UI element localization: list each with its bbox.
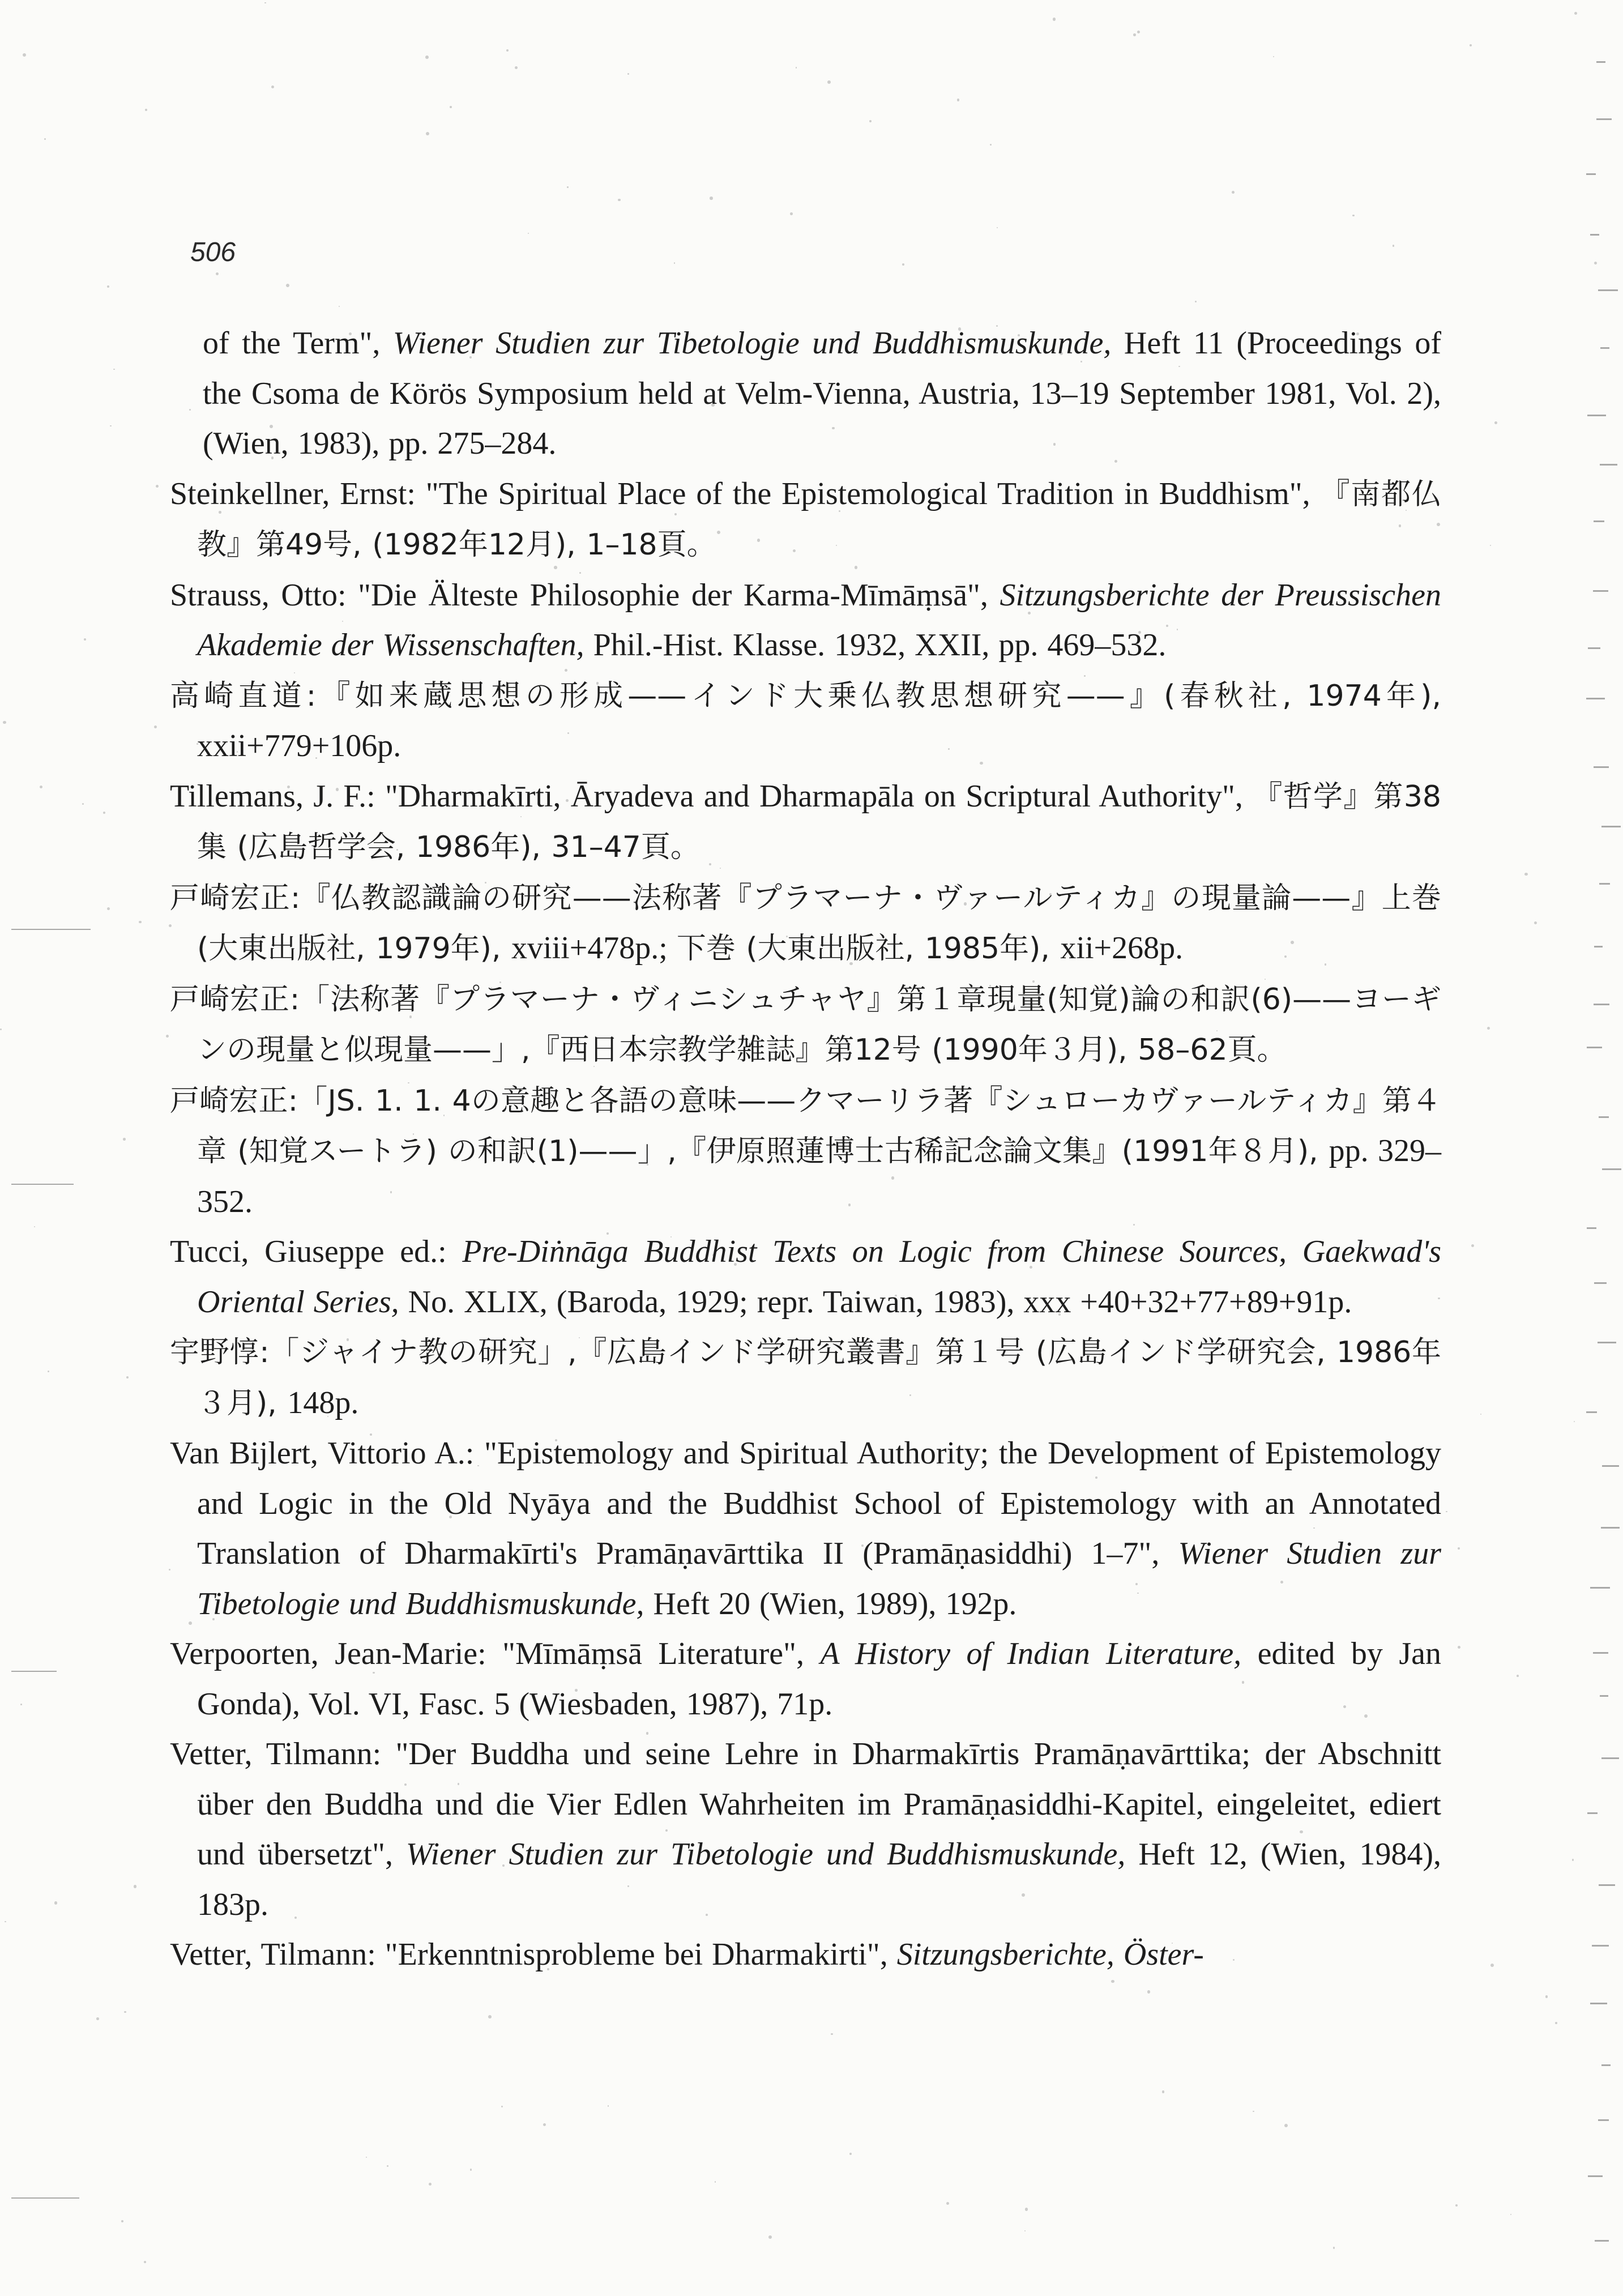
scan-speck	[110, 425, 111, 426]
bibliography-entry	[170, 1076, 1441, 1227]
scan-edge-mark	[1594, 766, 1609, 768]
scan-speck	[1352, 215, 1355, 217]
journal-title: Wiener Studien zur Tibetologie und Buddhismuskunde,	[405, 1837, 1126, 1872]
scan-edge-mark	[11, 2197, 79, 2199]
scan-edge-mark	[1590, 2003, 1607, 2004]
scan-speck	[990, 144, 992, 146]
entry-text-japanese: 『南都仏教』第49号, (1982年12月), 1–18頁。	[197, 477, 1441, 562]
scan-speck	[869, 120, 872, 122]
entry-text-japanese: 戸崎宏正:「JS. 1. 1. 4の意趣と各語の意味——クマーリラ著『シュローカヴァールティカ』第４章 (知覚スートラ) の和訳(1)——」,『伊原照蓮博士古稀記念論文集』(1991年８月),	[170, 1083, 1441, 1168]
scan-speck	[387, 2165, 388, 2167]
scan-speck	[1455, 2204, 1458, 2207]
entry-text: Verpoorten, Jean-Marie: "Mīmāṃsā Literature",	[170, 1636, 821, 1671]
scan-speck	[1053, 18, 1056, 20]
bibliography-entry	[170, 318, 1441, 469]
scan-speck	[144, 2261, 146, 2263]
bibliography-entry	[170, 974, 1441, 1076]
scan-speck	[1273, 56, 1274, 57]
scan-speck	[1517, 1675, 1519, 1677]
entry-text: of the Term",	[203, 326, 393, 361]
scan-speck	[339, 306, 340, 307]
entry-text: Strauss, Otto: "Die Älteste Philosophie der Karma-Mīmāṃsā",	[170, 577, 1000, 613]
scan-speck	[957, 99, 960, 101]
scan-speck	[1446, 1511, 1447, 1512]
scan-speck	[107, 907, 110, 910]
scan-speck	[264, 2, 266, 4]
scan-speck	[470, 2169, 472, 2171]
scan-edge-mark	[1588, 2175, 1603, 2177]
scan-speck	[1147, 1990, 1150, 1993]
scan-speck	[790, 212, 793, 215]
scan-edge-mark	[1590, 1587, 1611, 1589]
scan-edge-mark	[1594, 1282, 1606, 1284]
scan-speck	[145, 109, 147, 111]
entry-text: Steinkellner, Ernst: "The Spiritual Place of the Epistemological Tradition in Buddhism",	[170, 476, 1321, 511]
scan-edge-mark	[1598, 2119, 1609, 2121]
scan-speck	[488, 2015, 492, 2018]
journal-title: Wiener Studien zur Tibetologie und Buddhismuskunde,	[392, 326, 1112, 361]
scan-edge-mark	[11, 1184, 74, 1185]
scan-speck	[946, 2202, 949, 2205]
scan-speck	[1490, 545, 1491, 546]
bibliography-entry	[170, 1227, 1441, 1327]
scan-speck	[1284, 2124, 1288, 2127]
scan-speck	[1524, 873, 1528, 876]
scan-speck	[1490, 1964, 1494, 1967]
entry-text: Phil.-Hist. Klasse. 1932, XXII, pp. 469–532.	[584, 628, 1167, 663]
scan-edge-mark	[1586, 698, 1605, 699]
scan-edge-mark	[1600, 347, 1609, 349]
entry-text-japanese: 高崎直道:『如来蔵思想の形成——インド大乗仏教思想研究——』(春秋社, 1974年),	[170, 678, 1441, 713]
scan-speck	[506, 49, 509, 52]
scan-edge-mark	[1601, 2064, 1611, 2066]
scan-edge-mark	[1600, 1695, 1608, 1697]
scan-speck	[1137, 31, 1140, 33]
bibliography-entry	[170, 469, 1441, 570]
scan-speck	[1471, 1244, 1474, 1247]
book-title: A History of Indian Literature,	[820, 1636, 1242, 1671]
scan-speck	[567, 186, 568, 187]
scan-speck	[528, 233, 529, 234]
scan-speck	[997, 227, 998, 228]
scan-edge-mark	[1587, 1812, 1598, 1814]
scan-speck	[271, 86, 274, 88]
scan-speck	[1393, 245, 1395, 247]
entry-text: xviii+478p.;	[511, 931, 677, 966]
scan-edge-mark	[1586, 173, 1596, 175]
bibliography-entry	[170, 873, 1441, 974]
entry-text: Vetter, Tilmann: "Erkenntnisprobleme bei Dharmakirti",	[170, 1937, 897, 1972]
scan-speck	[715, 2181, 716, 2182]
scan-speck	[1574, 12, 1577, 15]
journal-title: Sitzungsberichte, Öster-	[896, 1937, 1204, 1972]
scan-speck	[515, 66, 518, 69]
entry-text: xxii+779+106p.	[197, 728, 402, 763]
scan-speck	[54, 1901, 58, 1905]
scan-edge-mark	[1586, 1411, 1597, 1413]
entry-text: Heft 20 (Wien, 1989), 192p.	[644, 1586, 1017, 1621]
scan-speck	[5, 1921, 6, 1923]
entry-text: xii+268p.	[1060, 931, 1184, 966]
scan-speck	[366, 2157, 367, 2158]
scan-speck	[156, 485, 159, 488]
scan-speck	[40, 786, 42, 788]
scan-speck	[1195, 301, 1197, 302]
scan-speck	[1111, 1980, 1114, 1983]
scan-edge-mark	[1595, 2240, 1608, 2242]
scan-speck	[1253, 2111, 1254, 2112]
scan-speck	[34, 1226, 35, 1227]
scan-speck	[768, 2235, 772, 2239]
scan-speck	[126, 1376, 129, 1379]
scan-speck	[96, 2017, 99, 2020]
journal-title: Sitzungsberichte der Preussischen Akademie der Wissenschaften,	[197, 577, 1441, 663]
scan-edge-mark	[1599, 1116, 1609, 1118]
scan-edge-mark	[1601, 1527, 1620, 1529]
scan-speck	[139, 921, 141, 923]
entry-text: Tillemans, J. F.: "Dharmakīrti, Āryadeva and Dharmapāla on Scriptural Authority",	[170, 778, 1253, 814]
entry-text: Van Bijlert, Vittorio A.: "Epistemology and Spiritual Authority; the Development of Epistemology and Logic in the Old Nyāya and the Buddhist School of Epistemology with an Annotated Translation of Dharmakīrti's Pramāṇavārttika II (Pramāṇasiddhi) 1–7",	[170, 1436, 1441, 1571]
entry-text: Heft 12, (Wien, 1984), 183p.	[197, 1837, 1442, 1922]
scan-edge-mark	[11, 1671, 57, 1672]
scan-speck	[82, 803, 84, 805]
bibliography-entry	[170, 671, 1441, 771]
scan-edge-mark	[11, 929, 91, 930]
scan-speck	[674, 262, 675, 263]
scan-speck	[216, 272, 219, 275]
scan-edge-mark	[1601, 1757, 1619, 1759]
scan-speck	[426, 132, 429, 135]
scan-speck	[608, 2105, 609, 2107]
scan-edge-mark	[1602, 1465, 1619, 1467]
scan-edge-mark	[1594, 946, 1602, 948]
scan-edge-mark	[1598, 1342, 1616, 1343]
scan-speck	[849, 2153, 852, 2155]
scan-speck	[710, 197, 712, 199]
scan-speck	[627, 73, 629, 75]
scan-speck	[1572, 1859, 1574, 1860]
scan-speck	[1133, 33, 1136, 36]
scan-edge-mark	[1602, 1168, 1621, 1170]
scan-edge-mark	[1596, 118, 1612, 120]
scan-speck	[618, 199, 620, 201]
scan-speck	[1534, 921, 1537, 924]
entry-text: edited by Jan Gonda), Vol. VI, Fasc. 5 (Wiesbaden, 1987), 71p.	[197, 1636, 1441, 1722]
scan-speck	[1555, 2022, 1557, 2024]
entry-text: Tucci, Giuseppe ed.:	[170, 1234, 463, 1269]
scan-speck	[1024, 2230, 1026, 2231]
scan-speck	[543, 2123, 546, 2126]
scan-speck	[501, 2106, 503, 2107]
scan-speck	[1458, 1646, 1460, 1649]
bibliography-entry	[170, 570, 1441, 671]
scan-speck	[154, 725, 157, 728]
scan-speck	[1510, 2214, 1511, 2215]
entry-text: No. XLIX, (Baroda, 1929; repr. Taiwan, 1983), xxx +40+32+77+89+91p.	[399, 1284, 1352, 1320]
scan-speck	[450, 106, 452, 108]
scan-speck	[1458, 1547, 1460, 1550]
scan-edge-mark	[1600, 464, 1617, 466]
scan-edge-mark	[1587, 1227, 1596, 1229]
scan-speck	[1162, 2090, 1165, 2093]
entry-text-japanese: 『哲学』第38集 (広島哲学会, 1986年), 31–47頁。	[197, 779, 1441, 864]
scan-edge-mark	[1601, 826, 1621, 827]
scan-edge-mark	[1599, 883, 1610, 885]
scan-speck	[831, 2033, 833, 2035]
bibliography-entry	[170, 771, 1441, 873]
entry-text: Vetter, Tilmann: "Der Buddha und seine Lehre in Dharmakīrtis Pramāṇavārttika; der Abschnitt über den Buddha und die Vier Edlen Wahrheiten im Pramāṇasiddhi-Kapitel, eingeleitet, ediert und übersetzt",	[170, 1736, 1441, 1872]
scan-speck	[1025, 2208, 1028, 2211]
journal-title: Wiener Studien zur Tibetologie und Buddhismuskunde,	[197, 1536, 1441, 1621]
scan-edge-mark	[1598, 289, 1618, 291]
scan-edge-mark	[1588, 647, 1600, 649]
entry-text-japanese: 戸崎宏正:「法称著『プラマーナ・ヴィニシュチャヤ』第１章現量(知覚)論の和訳(6)——ヨーギンの現量と似現量——」,『西日本宗教学雑誌』第12号 (1990年３月), 58–62頁。	[170, 982, 1441, 1067]
scan-speck	[84, 638, 86, 641]
scan-speck	[48, 1371, 49, 1372]
bibliography-list	[170, 318, 1441, 1980]
scan-speck	[425, 56, 429, 59]
scan-speck	[113, 369, 115, 370]
bibliography-entry	[170, 1930, 1441, 1980]
entry-text-japanese: 下巻 (大東出版社, 1985年),	[676, 932, 1061, 966]
scan-speck	[23, 53, 26, 57]
page-number: 506	[190, 237, 236, 267]
scan-edge-mark	[1596, 61, 1605, 63]
scan-speck	[1333, 2247, 1335, 2248]
bibliography-entry	[170, 1428, 1441, 1629]
scan-speck	[1480, 1414, 1482, 1415]
scan-speck	[796, 67, 797, 68]
scan-speck	[121, 2220, 123, 2222]
entry-text: 148p.	[287, 1385, 359, 1420]
scan-edge-mark	[1593, 1652, 1608, 1654]
scan-speck	[166, 1035, 169, 1038]
bibliography-entry	[170, 1629, 1441, 1729]
scan-speck	[429, 2183, 432, 2186]
entry-text-japanese: 宇野惇:「ジャイナ教の研究」,『広島インド学研究叢書』第１号 (広島インド学研究会, 1986年３月),	[170, 1335, 1441, 1420]
scan-speck	[1470, 44, 1472, 46]
scan-edge-mark	[1587, 1047, 1602, 1048]
scan-edge-mark	[1594, 520, 1604, 522]
scan-edge-mark	[1590, 234, 1600, 236]
scan-speck	[44, 138, 46, 140]
scan-speck	[3, 721, 6, 724]
scan-edge-mark	[1599, 1884, 1615, 1886]
scan-speck	[20, 1704, 22, 1705]
scan-speck	[286, 284, 289, 287]
entry-text: Heft 11 (Proceedings of the Csoma de Körös Symposium held at Velm-Vienna, Austria, 13–19 September 1981, Vol. 2), (Wien, 1983), pp. 275–284.	[203, 326, 1441, 461]
scan-edge-mark	[1593, 590, 1608, 592]
scan-speck	[124, 2011, 126, 2013]
scan-speck	[134, 1885, 137, 1888]
scan-edge-mark	[1592, 1945, 1609, 1947]
scan-edge-mark	[1587, 415, 1606, 416]
scan-speck	[1232, 191, 1235, 194]
scan-speck	[1594, 262, 1597, 264]
scan-speck	[827, 80, 831, 84]
scan-speck	[1545, 1995, 1548, 1998]
scan-speck	[107, 285, 109, 288]
scan-speck	[103, 812, 105, 814]
entry-text-japanese: 戸崎宏正:『仏教認識論の研究——法称著『プラマーナ・ヴァールティカ』の現量論——』上巻 (大東出版社, 1979年),	[170, 881, 1441, 966]
scan-speck	[1494, 421, 1497, 424]
scan-speck	[0, 1028, 2, 1030]
scan-speck	[123, 1138, 126, 1141]
bibliography-entry	[170, 1729, 1441, 1930]
scan-speck	[1574, 1421, 1575, 1422]
scan-speck	[902, 263, 904, 266]
scan-speck	[1487, 1027, 1490, 1030]
scan-edge-mark	[1594, 1004, 1609, 1005]
bibliography-entry	[170, 1327, 1441, 1428]
entry-text: pp. 329–352.	[197, 1133, 1441, 1219]
book-title: Pre-Diṅnāga Buddhist Texts on Logic from Chinese Sources, Gaekwad's Oriental Series,	[197, 1234, 1441, 1320]
